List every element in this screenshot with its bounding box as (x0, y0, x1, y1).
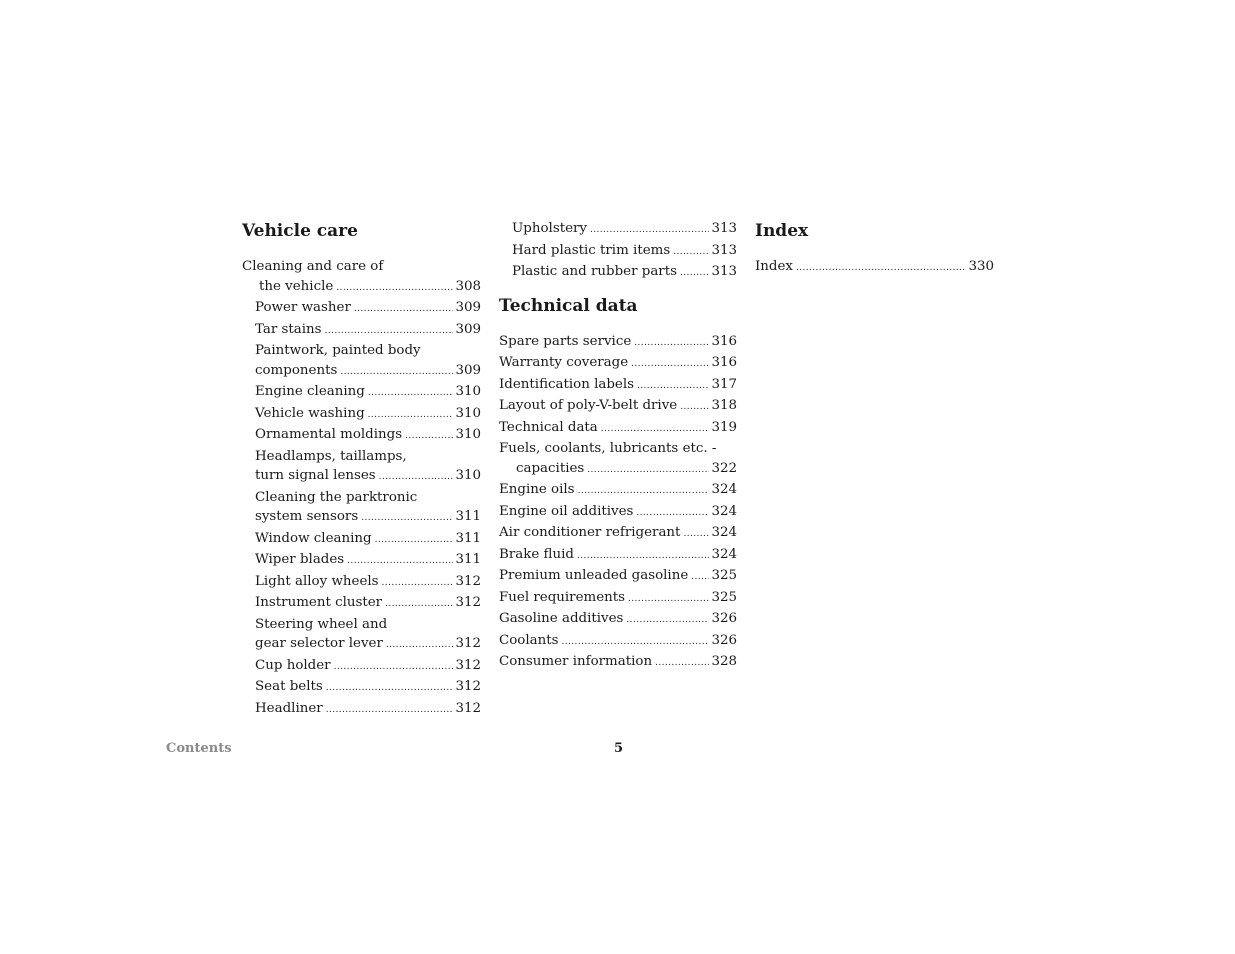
toc-entry-text: Premium unleaded gasoline (499, 568, 689, 583)
toc-entry-text: Coolants (499, 632, 559, 648)
toc-entry-text: Engine oil additives (499, 503, 634, 519)
toc-entry-text: Tar stains (255, 321, 322, 337)
toc-entry-text: Steering wheel and (255, 616, 388, 632)
toc-entry-text: Cup holder (255, 657, 331, 673)
toc-page-number: 312 (455, 636, 481, 651)
toc-entry-text: Upholstery (512, 221, 587, 236)
toc-entry-text: components (255, 362, 338, 378)
toc-page-number: 312 (455, 700, 481, 716)
leader-dots (368, 406, 454, 426)
toc-entry-engine-oil-additives[interactable] (499, 502, 737, 524)
toc-entry-text: Warranty coverage (499, 355, 629, 370)
leader-dots (405, 427, 453, 447)
toc-page-number: 322 (711, 460, 737, 476)
leader-dots (577, 547, 710, 567)
toc-entry-poly-v-belt[interactable] (499, 396, 737, 418)
toc-entry-engine-cleaning[interactable] (242, 382, 481, 404)
toc-entry-consumer-information[interactable] (499, 652, 737, 674)
toc-entry-text: Vehicle washing (255, 405, 365, 421)
toc-page-number: 324 (711, 482, 737, 497)
toc-entry-text: Consumer information (499, 654, 653, 669)
toc-page-number: 313 (711, 264, 737, 279)
toc-column-technical-data (499, 219, 737, 674)
toc-page-number: 312 (455, 657, 481, 673)
toc-entry-index[interactable] (755, 257, 994, 279)
leader-dots (379, 468, 454, 488)
leader-dots (673, 243, 709, 263)
toc-entry-power-washer[interactable] (242, 298, 481, 320)
leader-dots (655, 654, 709, 674)
toc-page-number: 312 (455, 573, 481, 589)
toc-page-number: 308 (455, 278, 481, 294)
toc-entry-text: Plastic and rubber parts (512, 264, 677, 279)
leader-dots (562, 633, 710, 653)
toc-entry-text: Headlamps, taillamps, (255, 448, 407, 464)
toc-entry-vehicle-washing[interactable] (242, 404, 481, 426)
leader-dots (382, 574, 454, 594)
toc-page-number: 328 (711, 654, 737, 669)
leader-dots (626, 611, 709, 631)
toc-page-number: 309 (455, 321, 481, 337)
toc-page-number: 319 (711, 419, 737, 435)
leader-dots (691, 568, 709, 588)
leader-dots (325, 322, 454, 342)
leader-dots (326, 701, 454, 721)
toc-entry-fuels-coolants[interactable] (499, 439, 737, 480)
leader-dots (590, 221, 709, 241)
toc-entry-text: Headliner (255, 700, 323, 716)
toc-entry-text: Engine oils (499, 482, 575, 497)
toc-entry-instrument-cluster[interactable] (242, 593, 481, 615)
toc-entry-text: Hard plastic trim items (512, 242, 671, 258)
toc-entry-tar-stains[interactable] (242, 320, 481, 342)
leader-dots (578, 482, 710, 502)
leader-dots (385, 595, 453, 615)
toc-entry-wiper-blades[interactable] (242, 550, 481, 572)
section-heading-index: Index (755, 221, 809, 241)
leader-dots (375, 531, 454, 551)
toc-entry-text: turn signal lenses (255, 468, 376, 483)
leader-dots (326, 679, 454, 699)
toc-entry-text: Brake fluid (499, 546, 574, 562)
toc-entry-gasoline-additives[interactable] (499, 609, 737, 631)
section-heading-technical-data: Technical data (499, 295, 638, 316)
toc-page-number: 330 (968, 259, 994, 274)
toc-page-number: 309 (455, 300, 481, 315)
leader-dots (680, 264, 709, 284)
toc-entry-text: Cleaning and care of (242, 259, 384, 274)
leader-dots (601, 420, 710, 440)
toc-entry-text: Instrument cluster (255, 595, 383, 610)
toc-page-number: 326 (711, 611, 737, 626)
toc-entry-hard-plastic-trim[interactable] (499, 241, 737, 263)
toc-entry-text: Gasoline additives (499, 611, 624, 626)
toc-page-number: 311 (455, 530, 481, 546)
toc-entry-brake-fluid[interactable] (499, 545, 737, 567)
toc-entry-engine-oils[interactable] (499, 480, 737, 502)
toc-entry-window-cleaning[interactable] (242, 529, 481, 551)
leader-dots (680, 398, 709, 418)
toc-page-number: 310 (455, 384, 481, 399)
toc-entry-ornamental-moldings[interactable] (242, 425, 481, 447)
toc-entry-text: Light alloy wheels (255, 573, 379, 589)
toc-entry-plastic-rubber-parts[interactable] (499, 262, 737, 284)
toc-entry-text: system sensors (255, 509, 359, 524)
toc-entry-parktronic[interactable] (242, 488, 481, 529)
toc-entry-text: Engine cleaning (255, 384, 365, 399)
toc-entry-text: Cleaning the parktronic (255, 489, 418, 505)
toc-page-number: 316 (711, 355, 737, 370)
toc-entry-text: Ornamental moldings (255, 427, 403, 442)
footer-section-label: Contents (166, 741, 232, 756)
toc-entry-cup-holder[interactable] (242, 656, 481, 678)
toc-entry-identification-labels[interactable] (499, 375, 737, 397)
toc-page-number: 310 (455, 427, 481, 442)
toc-page-number: 325 (711, 589, 737, 605)
toc-entry-text: Fuel requirements (499, 589, 626, 605)
leader-dots (361, 509, 453, 529)
toc-entry-headlamps[interactable] (242, 447, 481, 488)
toc-page-number: 309 (455, 362, 481, 378)
toc-entry-fuel-requirements[interactable] (499, 588, 737, 610)
toc-entry-text: Layout of poly-V-belt drive (499, 398, 678, 413)
leader-dots (386, 636, 454, 656)
toc-entry-text: Seat belts (255, 679, 323, 694)
leader-dots (340, 363, 453, 383)
toc-entry-text: Spare parts service (499, 333, 632, 349)
toc-entry-premium-gasoline[interactable] (499, 566, 737, 588)
leader-dots (347, 552, 453, 572)
leader-dots (634, 334, 709, 354)
toc-page-number: 310 (455, 405, 481, 421)
toc-entry-cleaning-care[interactable] (242, 257, 481, 298)
toc-entry-light-alloy-wheels[interactable] (242, 572, 481, 594)
leader-dots (631, 355, 709, 375)
toc-entry-text: gear selector lever (255, 636, 383, 651)
toc-page-number: 324 (711, 525, 737, 540)
leader-dots (354, 300, 454, 320)
leader-dots (587, 461, 709, 481)
toc-page-number: 313 (711, 242, 737, 258)
leader-dots (636, 504, 709, 524)
leader-dots (796, 259, 966, 279)
footer-page-number: 5 (614, 741, 624, 756)
toc-entry-text: Technical data (499, 419, 598, 435)
toc-entry-spare-parts[interactable] (499, 332, 737, 354)
toc-entry-warranty[interactable] (499, 353, 737, 375)
toc-page-number: 311 (455, 509, 481, 524)
toc-page-number: 318 (711, 398, 737, 413)
toc-column-index (755, 219, 994, 279)
toc-entry-coolants[interactable] (499, 631, 737, 653)
toc-page-number: 310 (455, 468, 481, 483)
section-heading-vehicle-care: Vehicle care (242, 221, 358, 241)
toc-entry-text: Wiper blades (255, 552, 345, 567)
toc-entry-text: Paintwork, painted body (255, 343, 421, 358)
toc-entry-text: Identification labels (499, 376, 635, 392)
leader-dots (336, 279, 453, 299)
toc-page-number: 317 (711, 376, 737, 392)
leader-dots (628, 590, 709, 610)
toc-entry-technical-data[interactable] (499, 418, 737, 440)
toc-entry-steering-wheel[interactable] (242, 615, 481, 656)
toc-page-number: 324 (711, 503, 737, 519)
leader-dots (368, 384, 454, 404)
toc-entry-text: the vehicle (259, 278, 334, 294)
toc-page-number: 313 (711, 221, 737, 236)
toc-entry-text: Air conditioner refrigerant (499, 525, 681, 540)
toc-entry-text: Window cleaning (255, 530, 372, 546)
toc-page-number: 316 (711, 333, 737, 349)
toc-page-number: 326 (711, 632, 737, 648)
toc-page-number: 312 (455, 679, 481, 694)
toc-entry-upholstery[interactable] (499, 219, 737, 241)
leader-dots (334, 658, 454, 678)
toc-entry-seat-belts[interactable] (242, 677, 481, 699)
toc-page-number: 312 (455, 595, 481, 610)
leader-dots (637, 377, 709, 397)
toc-page-number: 325 (711, 568, 737, 583)
toc-page-number: 311 (455, 552, 481, 567)
toc-column-vehicle-care (242, 219, 481, 720)
toc-entry-text: Power washer (255, 300, 351, 315)
toc-entry-text: Index (755, 259, 793, 274)
toc-entry-headliner[interactable] (242, 699, 481, 721)
toc-entry-text: Fuels, coolants, lubricants etc. - (499, 441, 717, 456)
toc-entry-text: capacities (516, 460, 585, 476)
toc-entry-refrigerant[interactable] (499, 523, 737, 545)
leader-dots (683, 525, 709, 545)
toc-entry-paintwork[interactable] (242, 341, 481, 382)
toc-page-number: 324 (711, 546, 737, 562)
